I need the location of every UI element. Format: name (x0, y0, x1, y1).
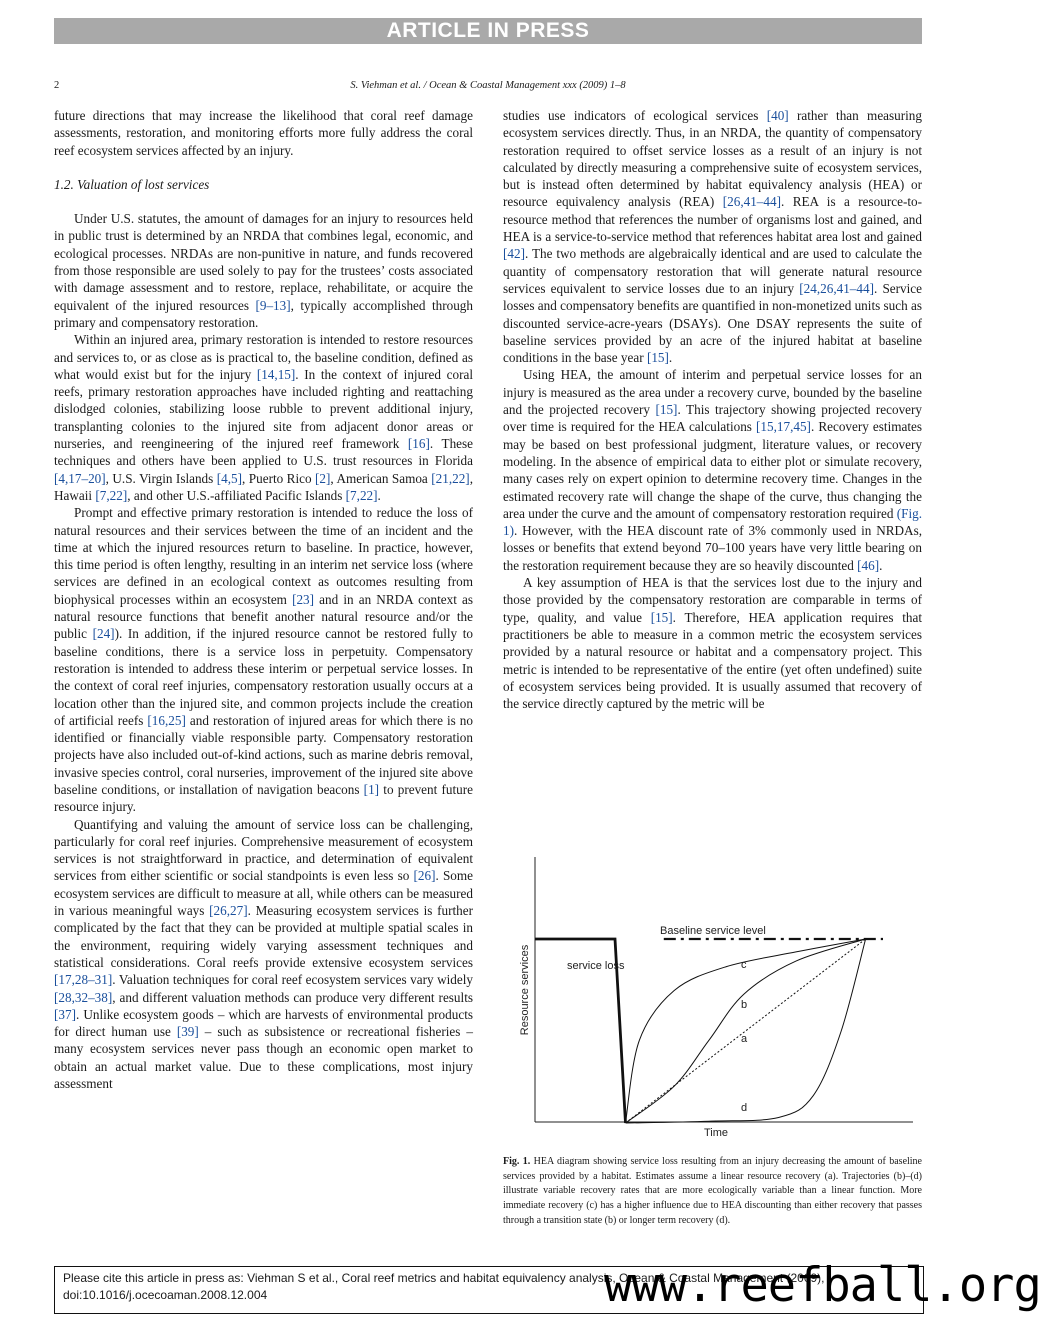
text-run: Quantifying and valuing the amount of service loss can be challenging, particularly for coral reef injuries. Comprehensive measurement of ecosystem services is not straightforward in practice, and determination of equivalent services from either scientific or social standpoints is even less so (54, 816, 473, 884)
reference-link[interactable]: [28,32–38] (54, 989, 113, 1005)
text-run: . These techniques and others have been applied to U.S. trust resources in Florida (54, 436, 474, 469)
reference-link[interactable]: [37] (54, 1006, 76, 1022)
reference-link[interactable]: [24,26,41–44] (799, 280, 874, 296)
reference-link[interactable]: [16,25] (147, 712, 186, 728)
text-run: . Measuring ecosystem services is further complicated by the fact that they can be provided at multiple spatial scales in the environment, requiring widely varying assessment techniques and statistical considerations. Coral reefs provide extensive ecosystem services (54, 903, 473, 970)
caption-text: HEA diagram showing service loss resulting from an injury decreasing the amount of baseline services provided by a habitat. Estimates assume a linear resource recovery (a). Trajectories (b)–(d) illustrate variable recovery rates that are more ecologically variable than a linear function. More immediate recovery (c) has a higher influence due to HEA discounting than either recovery that passes through a transition state (b) or longer term recovery (d). (503, 1156, 922, 1226)
paragraph (54, 504, 473, 815)
text-run: , Puerto Rico (242, 470, 316, 486)
x-axis-label: Time (703, 1127, 729, 1139)
paragraph (503, 574, 922, 712)
text-run: . In the context of injured coral reefs, primary restoration approaches have included righting and reattaching dislodged colonies, stabilizing loose rubble to prevent additional injury, transplanting colonies to the injured site from adjacent donor areas or nurseries, and reengineering of the injured reef framework (54, 366, 473, 452)
series-label-c: c (741, 959, 747, 971)
text-run: . This trajectory showing projected recovery over time is required for the HEA calculations (503, 402, 923, 435)
series-label-b: b (741, 999, 748, 1011)
reference-link[interactable]: [15] (646, 350, 669, 366)
text-run: . Therefore, HEA application requires that practitioners be able to measure in a common metric the ecosystem services provided by a natural resource or habitat and a compensatory project. This metric is intended to be representative of the entire (yet often undefined) suite of ecosystem services being provided. It is usually assumed that recovery of the service directly captured by the metric will be (503, 609, 922, 712)
caption-label: Fig. 1. (503, 1156, 531, 1167)
reference-link[interactable]: [7,22] (95, 487, 128, 503)
running-head (54, 78, 922, 94)
text-run: rather than measuring ecosystem services directly. Thus, in an NRDA, the quantity of compensatory restoration required to offset service losses as a result of an injury is not calculated by directly measuring a comprehensive suite of ecosystem services, but is instead often determined by habitat equivalency analysis (HEA) or resource equivalency analysis (REA) (503, 108, 922, 210)
text-run: ). In addition, if the injured resource cannot be restored fully to baseline conditions, there is a service loss in perpetuity. Compensatory restoration is intended to address these interim or perpetual service losses. In the context of coral reef injuries, compensatory restoration usually occurs at a location other than the injured site, and common projects include the creation of artificial reefs (54, 626, 474, 728)
reference-link[interactable]: [21,22] (431, 470, 470, 486)
text-run: A key assumption of HEA is that the services lost due to the injury and those provided by the compensatory restoration are comparable in terms of type, quality, and value (503, 575, 922, 625)
paragraph (54, 210, 473, 331)
baseline-annotation: Baseline service level (660, 925, 766, 937)
reference-link[interactable]: [15,17,45] (756, 419, 811, 435)
hea-diagram-chart (503, 845, 922, 1145)
reference-link[interactable]: [9–13] (255, 297, 291, 313)
reference-link[interactable]: [1] (363, 781, 380, 797)
reference-link[interactable]: [46] (857, 557, 880, 573)
text-run: . (668, 350, 673, 366)
reference-link[interactable]: [16] (407, 436, 430, 452)
text-run: . REA is a resource-to-resource method that references the number of organisms lost and gained, and HEA is a service-to-service method that references habitat area lost and gained (503, 194, 922, 245)
reefball-watermark: www.reefball.org (604, 1258, 1041, 1313)
figure-caption (503, 1155, 922, 1229)
series-label-d: d (741, 1102, 748, 1114)
text-run: . Valuation techniques for coral reef ecosystem services vary widely (112, 972, 473, 988)
section-heading: 1.2. Valuation of lost services (54, 176, 210, 192)
text-run: – such as subsistence or recreational fisheries – many ecosystem services never pass though an economic open market to obtain an actual market value. Due to these complications, most injury assessment (54, 1024, 473, 1092)
text-run: , Hawaii (54, 470, 473, 503)
text-run: Within an injured area, primary restoration is intended to restore resources and services to, or as close as is practical to, the baseline condition, defined as what would exist but for the injury (54, 332, 473, 382)
reference-link[interactable]: [40] (766, 108, 789, 123)
reference-link[interactable]: [23] (292, 591, 315, 607)
citation-line: Please cite this article in press as: Viehman S et al., Coral reef metrics and habitat equivalency analysis, Ocean & Coastal Management (2009), (63, 1271, 825, 1285)
figure-1 (503, 845, 922, 1145)
text-run: studies use indicators of ecological services (503, 108, 767, 123)
journal-citation-line: S. Viehman et al. / Ocean & Coastal Management xxx (2009) 1–8 (350, 80, 626, 91)
reference-link[interactable]: [26,41–44] (722, 194, 781, 210)
text-run: , and different valuation methods can produce very different results (112, 989, 473, 1005)
text-run: , U.S. Virgin Islands (105, 470, 217, 486)
right-column (503, 107, 922, 712)
text-run: . However, with the HEA discount rate of 3% commonly used in NRDAs, losses or benefits that extend beyond 70–100 years have very little bearing on the restoration requirement because they are so heavily discounted (503, 523, 922, 573)
paragraph (54, 816, 473, 1093)
text-run: Prompt and effective primary restoration is intended to reduce the loss of natural resources and their services between the time of an incident and the time at which the injured resources return to baseline. In practice, however, this time period is often lengthy, resulting in an interim net service loss (where services are defined in an ecological context as outcomes resulting from biophysical processes within an ecosystem (54, 505, 473, 607)
article-in-press-banner: ARTICLE IN PRESS (54, 18, 922, 44)
text-run: . Unlike ecosystem goods – which are harvests of environmental products for direct human use (54, 1006, 473, 1040)
paragraph (503, 107, 922, 366)
reference-link[interactable]: [26,27] (209, 903, 248, 919)
text-run: Using HEA, the amount of interim and perpetual service losses for an injury is measured as the area under a recovery curve, bounded by the baseline and the projected recovery (503, 367, 922, 418)
reference-link[interactable]: [2] (315, 470, 331, 486)
text-run: and in an NRDA context as natural resource functions that benefit another natural resource and/or the public (54, 591, 473, 642)
reference-link[interactable]: [15] (655, 402, 678, 418)
text-run: and restoration of injured areas for which there is no identified or financially viable responsible party. Compensatory restoration projects have also included out-of-kind actions, such as marine debris removal, invasive species control, coral nurseries, improvement of the injured site above baseline conditions, or installation of navigation beacons (54, 712, 473, 797)
text-run: . (879, 557, 883, 573)
page-number: 2 (54, 80, 60, 91)
service-loss-annotation: service loss (567, 960, 625, 972)
paragraph (503, 366, 922, 574)
text-run: . The two methods are algebraically identical and are used to calculate the quantity of compensatory restoration that will generate natural resource services equivalent to service losses due to an injury (503, 246, 922, 296)
reference-link[interactable]: [15] (650, 609, 673, 625)
text-run: future directions that may increase the likelihood that coral reef damage assessments, restoration, and monitoring efforts more fully address the coral reef ecosystem services affected by an injury. (54, 108, 473, 158)
y-axis-label: Resource services (519, 944, 531, 1036)
reference-link[interactable]: [24] (92, 626, 115, 642)
reference-link[interactable]: [7,22] (345, 487, 378, 503)
text-run: . Some ecosystem services are difficult to measure at all, while others can be measured in various meaningful ways (54, 868, 474, 919)
text-run: . (377, 487, 381, 503)
left-column (54, 107, 473, 1092)
text-run: , typically accomplished through primary and compensatory restoration. (54, 297, 473, 330)
series-label-a: a (741, 1033, 748, 1045)
text-run: , and other U.S.-affiliated Pacific Islands (127, 487, 346, 503)
reference-link[interactable]: [17,28–31] (54, 972, 113, 988)
paragraph (54, 331, 473, 504)
text-run: Under U.S. statutes, the amount of damages for an injury to resources held in public trust is determined by an NRDA that combines legal, economic, and ecological processes. NRDAs are non-punitive in nature, and funds recovered from those responsible are used solely to pay for the trustees’ costs associated with damage assessment and to restore, replace, rehabilitate, or acquire the equivalent of the injured resources (54, 211, 473, 313)
reference-link[interactable]: [26] (413, 868, 436, 884)
reference-link[interactable]: (Fig. 1) (503, 505, 922, 539)
paragraph (54, 107, 473, 159)
text-run: . Service losses and compensatory benefits are quantified in non-monetized units such as discounted service-acre-years (DSAYs). One DSAY represents the suite of baseline services provided by an acre of the injured habitat at baseline conditions in the base year (503, 280, 922, 366)
text-run: to prevent future resource injury. (54, 781, 473, 815)
reference-link[interactable]: [39] (176, 1024, 199, 1040)
text-run: , American Samoa (330, 470, 432, 486)
reference-link[interactable]: [42] (503, 246, 525, 262)
reference-link[interactable]: [4,17–20] (54, 470, 106, 486)
doi-line[interactable]: doi:10.1016/j.ocecoaman.2008.12.004 (63, 1288, 268, 1302)
text-run: . Recovery estimates may be based on best professional judgment, literature values, or recovery modeling. In the absence of empirical data to either plot or simulate recovery, many cases rely on expert opinion to determine recovery time. Changes in the estimated recovery rate will change the shape of the curve, thus changing the area under the curve and the amount of compensatory restoration required (503, 419, 922, 521)
reference-link[interactable]: [14,15] (256, 366, 296, 382)
reference-link[interactable]: [4,5] (216, 470, 243, 486)
